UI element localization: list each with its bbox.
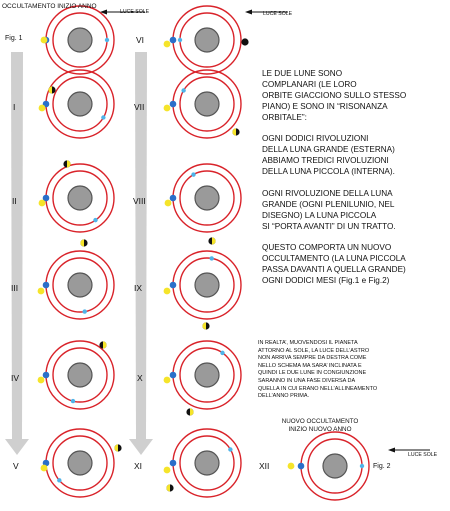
illuminated-moon-icon bbox=[164, 377, 171, 384]
system-II bbox=[39, 160, 114, 232]
large-moon bbox=[170, 460, 177, 467]
illuminated-moon-icon bbox=[164, 288, 171, 295]
stage-label-VII: VII bbox=[134, 102, 145, 112]
system-III bbox=[38, 239, 114, 319]
stage-label-X: X bbox=[137, 373, 143, 383]
explanation-paragraph: LE DUE LUNE SONO COMPLANARI (LE LORO ORBITE GIACCIONO SULLO STESSO PIANO) E SONO IN “RISONANZA ORBITALE”: bbox=[262, 69, 407, 122]
system-IX bbox=[164, 251, 241, 330]
sunlight-label-bottom: LUCE SOLE bbox=[408, 452, 438, 458]
illuminated-moon-icon bbox=[288, 463, 295, 470]
moon-lit-side bbox=[212, 237, 216, 244]
new-moon-icon bbox=[241, 38, 248, 45]
illuminated-moon-icon bbox=[38, 288, 45, 295]
sunlight-arrow-head bbox=[245, 10, 252, 15]
small-moon bbox=[57, 478, 61, 482]
large-moon-phase-icon bbox=[232, 128, 239, 135]
explanation-paragraph: QUESTO COMPORTA UN NUOVO OCCULTAMENTO (LA LUNA PICCOLA PASSA DAVANTI A QUELLA GRANDE) OGNI DODICI MESI (Fig.1 e Fig.2) bbox=[262, 243, 406, 286]
system-occultation-start bbox=[41, 6, 114, 74]
stage-label-VI: VI bbox=[136, 35, 145, 45]
stage-label-III: III bbox=[11, 283, 19, 293]
large-moon bbox=[298, 463, 305, 470]
system-VIII bbox=[165, 164, 241, 245]
moon-lit-side bbox=[232, 128, 236, 135]
small-moon bbox=[105, 38, 109, 42]
large-moon-phase-icon bbox=[63, 160, 70, 167]
illuminated-moon-icon bbox=[39, 105, 46, 112]
small-moon bbox=[71, 399, 75, 403]
large-moon bbox=[170, 101, 177, 108]
planet bbox=[195, 363, 219, 387]
illuminated-moon-icon bbox=[38, 377, 45, 384]
figure-2-label: Fig. 2 bbox=[373, 463, 391, 470]
stage-label-VIII: VIII bbox=[133, 196, 146, 206]
large-moon bbox=[170, 372, 177, 379]
small-moon bbox=[93, 218, 97, 222]
new-occultation-label: NUOVO OCCULTAMENTO INIZIO NUOVO ANNO bbox=[281, 418, 359, 434]
moon-lit-side bbox=[103, 341, 107, 348]
small-moon bbox=[191, 172, 195, 176]
system-VI bbox=[164, 6, 249, 74]
small-moon bbox=[360, 464, 364, 468]
planet bbox=[68, 363, 92, 387]
moon-lit-side bbox=[166, 484, 170, 491]
sunlight-label-right: LUCE SOLE bbox=[263, 11, 293, 17]
large-moon bbox=[43, 282, 50, 289]
moon-lit-side bbox=[48, 86, 52, 93]
stage-label-II: II bbox=[12, 196, 17, 206]
figure-1-label: Fig. 1 bbox=[5, 35, 23, 42]
planet bbox=[68, 451, 92, 475]
time-arrow-head bbox=[5, 439, 29, 455]
small-moon bbox=[82, 309, 86, 313]
large-moon-phase-icon bbox=[48, 86, 55, 93]
system-XII bbox=[288, 432, 369, 500]
planet bbox=[195, 28, 219, 52]
sunlight-arrow-head bbox=[388, 448, 395, 453]
planet bbox=[68, 186, 92, 210]
planet bbox=[68, 92, 92, 116]
large-moon-phase-icon bbox=[80, 239, 87, 246]
system-V bbox=[41, 429, 122, 497]
stage-label-XI: XI bbox=[134, 461, 143, 471]
system-IV bbox=[38, 341, 114, 409]
large-moon bbox=[170, 195, 177, 202]
large-moon-phase-icon bbox=[166, 484, 173, 491]
system-VII bbox=[164, 70, 241, 138]
sunlight-label-left: LUCE SOLE bbox=[120, 9, 150, 15]
stage-label-IV: IV bbox=[11, 373, 20, 383]
moon-lit-side bbox=[80, 239, 84, 246]
moon-lit-side bbox=[114, 444, 118, 451]
system-XI bbox=[164, 429, 241, 497]
illuminated-moon-icon bbox=[41, 37, 48, 44]
time-arrow bbox=[5, 52, 29, 455]
small-moon bbox=[209, 256, 213, 260]
stage-label-V: V bbox=[13, 461, 19, 471]
large-moon-phase-icon bbox=[208, 237, 215, 244]
illuminated-moon-icon bbox=[39, 200, 46, 207]
explanation-text bbox=[262, 69, 447, 298]
illuminated-moon-icon bbox=[41, 465, 48, 472]
reality-note: IN REALTA’, MUOVENDOSI IL PIANETA ATTORNO AL SOLE, LA LUCE DELL’ASTRO NON ARRIVA SEMPRE DA DESTRA COME NELLO SCHEMA MA SARA’ INCLINATA E QUINDI LE DUE LUNE IN CONGIUNZIONE SARANNO IN UNA FASE DIVERSA DA QUELLA IN CUI ERANO NELL’ALLINEAMENTO DELL’ANNO PRIMA. bbox=[258, 340, 378, 400]
explanation-paragraph: OGNI RIVOLUZIONE DELLA LUNA GRANDE (OGNI PLENILUNIO, NEL DISEGNO) LA LUNA PICCOLA SI “PORTA AVANTI” DI UN TRATTO. bbox=[262, 188, 396, 231]
small-moon bbox=[220, 351, 224, 355]
large-moon-phase-icon bbox=[99, 341, 106, 348]
stage-label-XII: XII bbox=[259, 461, 270, 471]
planet bbox=[195, 273, 219, 297]
system-I bbox=[39, 70, 114, 138]
moon-lit-side bbox=[67, 160, 71, 167]
large-moon bbox=[170, 282, 177, 289]
large-moon bbox=[170, 37, 177, 44]
stage-label-IX: IX bbox=[134, 283, 143, 293]
planet bbox=[195, 451, 219, 475]
large-moon-phase-icon bbox=[202, 322, 209, 329]
explanation-paragraph: OGNI DODICI RIVOLUZIONI DELLA LUNA GRANDE (ESTERNA) ABBIAMO TREDICI RIVOLUZIONI DELLA LUNA PICCOLA (INTERNA). bbox=[262, 134, 395, 177]
planet bbox=[68, 28, 92, 52]
small-moon bbox=[178, 38, 182, 42]
system-X bbox=[164, 341, 241, 416]
occultation-start-label: OCCULTAMENTO INIZIO ANNO bbox=[2, 3, 97, 10]
small-moon bbox=[181, 88, 185, 92]
illuminated-moon-icon bbox=[165, 200, 172, 207]
stage-label-I: I bbox=[13, 102, 16, 112]
planet bbox=[195, 186, 219, 210]
planet bbox=[68, 273, 92, 297]
illuminated-moon-icon bbox=[164, 41, 171, 48]
small-moon bbox=[228, 447, 232, 451]
large-moon-phase-icon bbox=[114, 444, 121, 451]
illuminated-moon-icon bbox=[164, 105, 171, 112]
small-moon bbox=[101, 115, 105, 119]
planet bbox=[323, 454, 347, 478]
moon-lit-side bbox=[190, 408, 194, 415]
time-arrow-head bbox=[129, 439, 153, 455]
illuminated-moon-icon bbox=[164, 467, 171, 474]
planet bbox=[195, 92, 219, 116]
moon-lit-side bbox=[202, 322, 206, 329]
large-moon-phase-icon bbox=[186, 408, 193, 415]
large-moon bbox=[43, 372, 50, 379]
time-arrow bbox=[129, 52, 153, 455]
